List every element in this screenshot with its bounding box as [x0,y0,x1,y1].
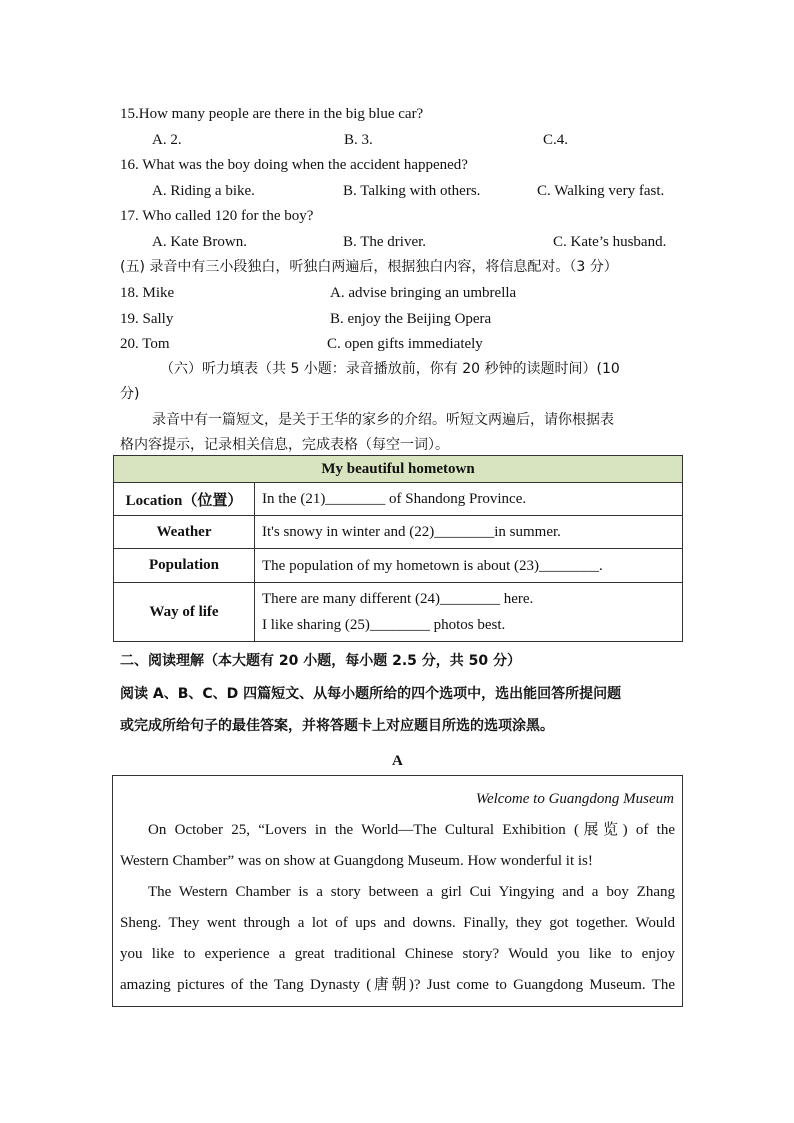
passage-paragraph-1-line-1: On October 25, “Lovers in the World—The Cultural Exhibition (展览) of the [148,822,675,838]
passage-box [112,775,683,1007]
matching-c-option: C. open gifts immediately [327,336,483,352]
passage-paragraph-2-line-4: amazing pictures of the Tang Dynasty (唐朝)? Just come to Guangdong Museum. The [120,977,675,993]
q16-option-a: A. Riding a bike. [152,183,255,199]
passage-paragraph-1-line-2: Western Chamber” was on show at Guangdong Museum. How wonderful it is! [120,853,593,869]
table-row [114,549,683,583]
passage-paragraph-2-line-2: Sheng. They went through a lot of ups and downs. Finally, they got together. Would [120,915,675,931]
question-17: 17. Who called 120 for the boy? [120,208,314,224]
matching-20-name: 20. Tom [120,336,170,352]
row-label-location: Location（位置） [114,483,255,516]
passage-paragraph-2-line-1: The Western Chamber is a story between a girl Cui Yingying and a boy Zhang [148,884,675,900]
row-label-weather: Weather [114,516,255,549]
table-row [114,583,683,642]
q17-option-b: B. The driver. [343,234,427,250]
location-text: In the (21)________ of Shandong Province. [262,491,527,507]
way-of-life-line-1: There are many different (24)________ here. [262,591,534,607]
row-content-population [255,549,683,583]
row-content-weather [255,516,683,549]
q15-option-a: A. 2. [152,132,182,148]
weather-text: It's snowy in winter and (22)________in summer. [262,524,561,540]
q17-option-c: C. Kate’s husband. [553,234,667,250]
matching-a-option: A. advise bringing an umbrella [330,285,517,301]
matching-19-name: 19. Sally [120,311,174,327]
q17-option-a: A. Kate Brown. [152,234,247,250]
row-content-way-of-life [255,583,683,642]
passage-paragraph-2-line-3: you like to experience a great traditional Chinese story? Would you like to enjoy [120,946,675,962]
question-16: 16. What was the boy doing when the accident happened? [120,157,468,173]
table-title: My beautiful hometown [114,456,683,483]
section-6-heading-cont: 分) [120,386,140,402]
section-6-heading: （六）听力填表（共 5 小题：录音播放前，你有 20 秒钟的读题时间）(10 [160,361,620,377]
row-label-population: Population [114,549,255,583]
q16-option-b: B. Talking with others. [343,183,481,199]
q15-option-b: B. 3. [344,132,373,148]
reading-instruction: 阅读 A、B、C、D 四篇短文、从每小题所给的四个选项中，选出能回答所提问题 [120,686,622,702]
q15-option-c: C.4. [543,132,569,148]
reading-instruction-cont: 或完成所给句子的最佳答案，并将答题卡上对应题目所选的选项涂黑。 [120,718,554,734]
row-label-way-of-life: Way of life [114,583,255,642]
table-row [114,516,683,549]
matching-b-option: B. enjoy the Beijing Opera [330,311,492,327]
passage-title: Welcome to Guangdong Museum [475,791,674,807]
table-header-row [114,456,683,483]
way-of-life-line-2: I like sharing (25)________ photos best. [262,617,506,633]
section-6-description: 录音中有一篇短文，是关于王华的家乡的介绍。听短文两遍后，请你根据表 [152,412,614,428]
table-row [114,483,683,516]
population-text: The population of my hometown is about (23)________. [262,557,603,574]
section-6-description-cont: 格内容提示，记录相关信息，完成表格（每空一词）。 [120,437,449,453]
section-5-instruction: (五) 录音中有三小段独白，听独白两遍后，根据独白内容，将信息配对。（3 分） [120,259,618,275]
reading-heading: 二、阅读理解（本大题有 20 小题，每小题 2.5 分，共 50 分） [120,653,522,669]
q16-option-c: C. Walking very fast. [537,183,665,199]
matching-18-name: 18. Mike [120,285,175,301]
question-15: 15.How many people are there in the big blue car? [120,106,424,122]
row-content-location [255,483,683,516]
hometown-table [113,455,683,642]
passage-letter: A [392,753,403,769]
